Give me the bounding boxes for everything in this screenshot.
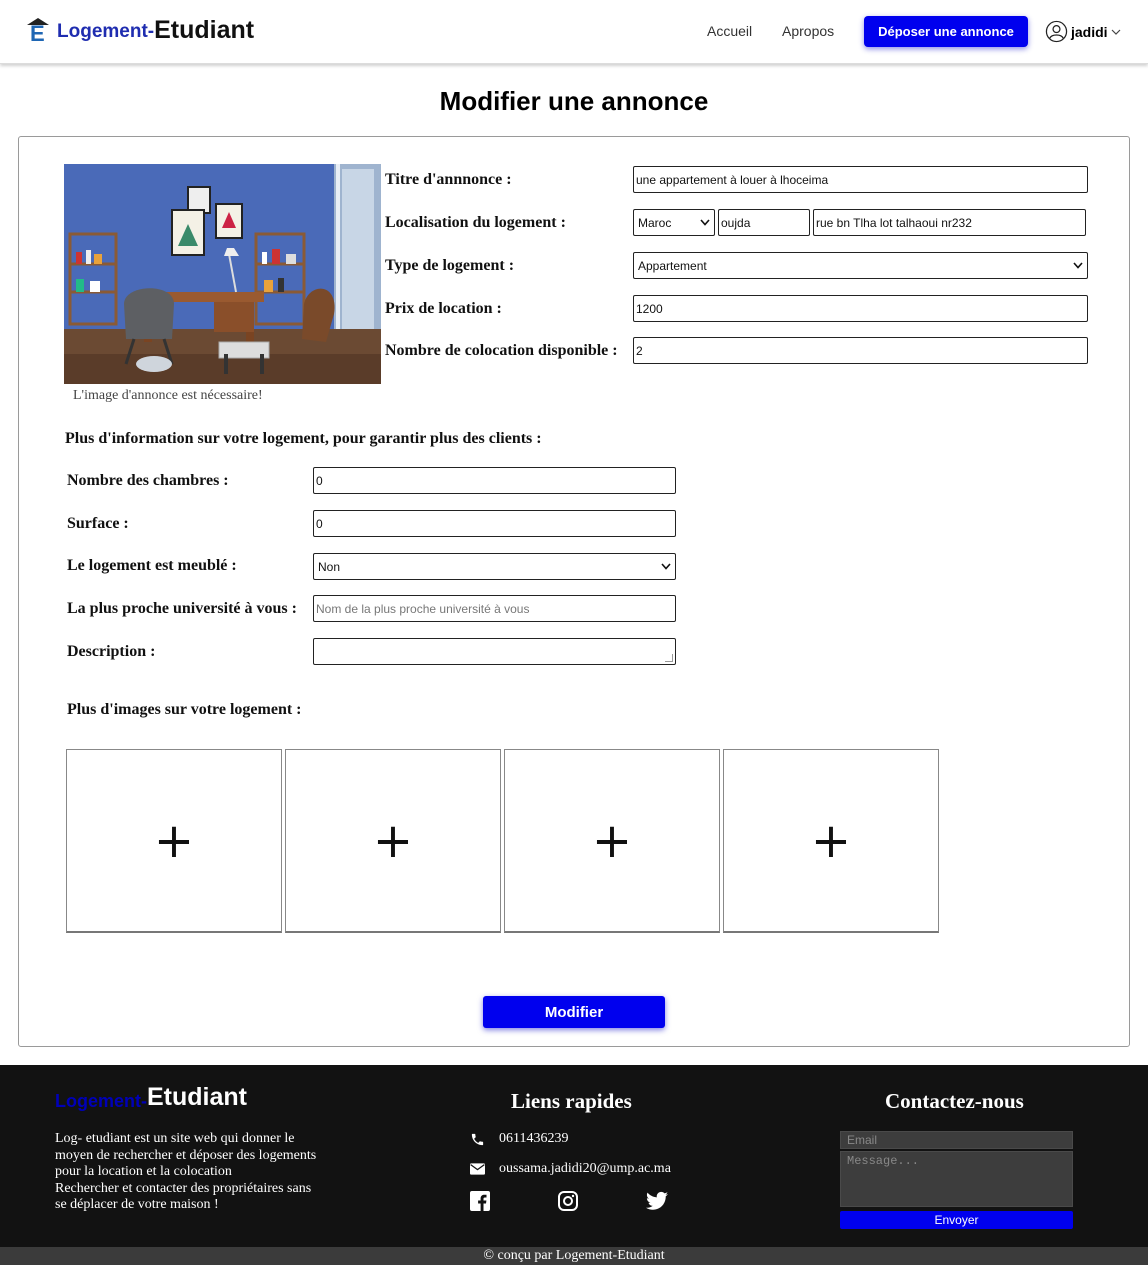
chevron-down-icon <box>661 563 671 570</box>
surface-label: Surface : <box>67 515 129 532</box>
quick-links-heading: Liens rapides <box>511 1089 632 1113</box>
main-image-note: L'image d'annonce est nécessaire! <box>73 388 263 403</box>
user-menu[interactable] <box>1045 20 1121 43</box>
furnished-label: Le logement est meublé : <box>67 557 237 574</box>
rooms-input[interactable]: 0 <box>313 467 676 494</box>
top-navbar <box>0 0 1148 64</box>
title-input[interactable]: une appartement à louer à lhoceima <box>633 166 1088 193</box>
coloc-input[interactable]: 2 <box>633 337 1088 364</box>
copyright-bar: © conçu par Logement-Etudiant <box>0 1247 1148 1265</box>
image-upload-slot-4[interactable] <box>723 749 939 933</box>
listing-main-image[interactable] <box>64 164 381 384</box>
plus-icon: + <box>372 812 414 869</box>
plus-icon: + <box>810 812 852 869</box>
facebook-icon[interactable] <box>470 1191 490 1211</box>
contact-message-textarea[interactable]: Message... <box>840 1151 1073 1207</box>
phone-icon <box>470 1132 485 1147</box>
description-label: Description : <box>67 643 156 660</box>
post-listing-button[interactable]: Déposer une annonce <box>864 16 1028 47</box>
logo-text-part1: Logement- <box>57 21 155 42</box>
site-logo[interactable] <box>27 16 254 44</box>
title-label: Titre d'annnonce : <box>385 171 512 188</box>
more-info-heading: Plus d'information sur votre logement, pour garantir plus des clients : <box>65 430 542 447</box>
price-input[interactable]: 1200 <box>633 295 1088 322</box>
image-upload-slot-2[interactable] <box>285 749 501 933</box>
university-input[interactable]: Nom de la plus proche université à vous <box>313 595 676 622</box>
plus-icon: + <box>153 812 195 869</box>
address-input[interactable]: rue bn Tlha lot talhaoui nr232 <box>813 209 1086 236</box>
contact-email-input[interactable]: Email <box>840 1131 1073 1149</box>
chevron-down-icon <box>1111 28 1121 36</box>
university-label: La plus proche université à vous : <box>67 600 297 617</box>
twitter-icon[interactable] <box>646 1191 668 1211</box>
envelope-icon <box>470 1163 485 1175</box>
footer-logo-part2: Etudiant <box>147 1083 247 1111</box>
surface-input[interactable]: 0 <box>313 510 676 537</box>
logo-text-part2: Etudiant <box>154 16 255 44</box>
more-images-heading: Plus d'images sur votre logement : <box>67 701 302 718</box>
plus-icon: + <box>591 812 633 869</box>
country-select-value: Maroc <box>638 215 672 230</box>
type-select[interactable] <box>633 252 1088 279</box>
modify-submit-button[interactable]: Modifier <box>483 996 665 1028</box>
type-label: Type de logement : <box>385 257 515 274</box>
footer-logo-part1: Logement- <box>55 1091 147 1111</box>
image-upload-slot-3[interactable] <box>504 749 720 933</box>
price-label: Prix de location : <box>385 300 502 317</box>
furnished-select[interactable] <box>313 553 676 580</box>
footer-about-text: Log- etudiant est un site web qui donner le moyen de rechercher et déposer des logements pour la location et la colocation Rechercher et contacter des propriétaires sans se déplacer de votre maison ! <box>55 1131 317 1212</box>
description-textarea[interactable] <box>313 638 676 665</box>
type-select-value: Appartement <box>638 258 707 273</box>
house-logo-icon: E <box>27 18 49 44</box>
user-name: jadidi <box>1071 23 1108 40</box>
resize-grip-icon[interactable] <box>665 654 673 662</box>
instagram-icon[interactable] <box>558 1191 578 1211</box>
user-avatar-icon <box>1045 20 1068 43</box>
chevron-down-icon <box>700 219 710 226</box>
contact-heading: Contactez-nous <box>885 1089 1024 1113</box>
furnished-select-value: Non <box>318 559 341 574</box>
nav-apropos-link[interactable]: Apropos <box>782 23 835 39</box>
nav-accueil-link[interactable]: Accueil <box>707 23 753 39</box>
footer-logo[interactable] <box>55 1083 247 1112</box>
country-select[interactable] <box>633 209 715 236</box>
rooms-label: Nombre des chambres : <box>67 472 229 489</box>
location-label: Localisation du logement : <box>385 214 566 231</box>
coloc-label: Nombre de colocation disponible : <box>385 342 618 359</box>
page-title: Modifier une annonce <box>439 86 709 116</box>
footer-phone[interactable]: 0611436239 <box>470 1131 568 1147</box>
footer <box>0 1065 1148 1247</box>
contact-send-button[interactable]: Envoyer <box>840 1211 1073 1229</box>
footer-email[interactable]: oussama.jadidi20@ump.ac.ma <box>470 1161 671 1177</box>
chevron-down-icon <box>1073 262 1083 269</box>
image-upload-slot-1[interactable] <box>66 749 282 933</box>
city-input[interactable]: oujda <box>718 209 810 236</box>
